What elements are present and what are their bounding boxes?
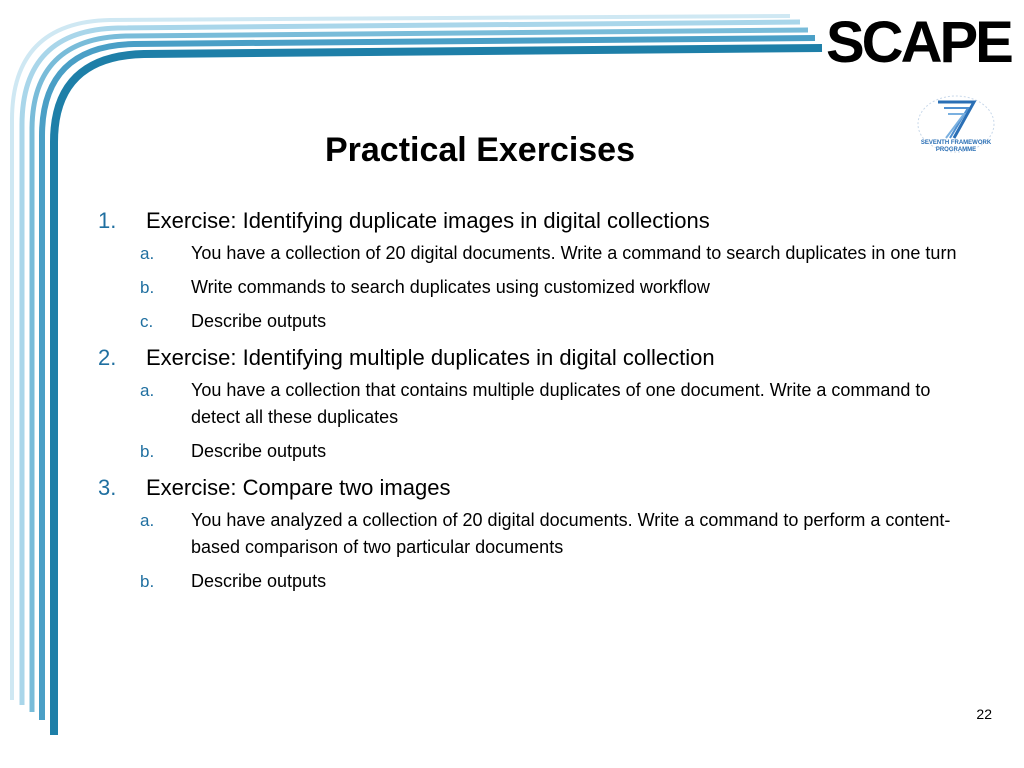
exercise-number: 3.: [98, 475, 117, 500]
exercise-list: [92, 206, 962, 603]
subitem-text: Describe outputs: [191, 441, 327, 461]
exercise-subitem: [92, 240, 962, 267]
exercise-item: [92, 343, 962, 465]
subitem-text: Describe outputs: [191, 311, 327, 331]
subitem-text: You have a collection that contains multiple duplicates of one document. Write a command to detect all these duplicates: [191, 380, 931, 427]
exercise-subitem: [92, 308, 962, 335]
subitem-text: Write commands to search duplicates using customized workflow: [191, 277, 710, 297]
fp7-caption: [916, 140, 996, 154]
exercise-subitem: [92, 274, 962, 301]
exercise-subitem: [92, 507, 962, 561]
fp7-caption-line1: SEVENTH FRAMEWORK: [920, 140, 992, 146]
scape-logo: SCAPE: [826, 10, 1011, 75]
exercise-number: 1.: [98, 208, 117, 233]
subitem-letter: a.: [140, 511, 155, 530]
subitem-letter: a.: [140, 244, 155, 263]
exercise-item: [92, 473, 962, 595]
subitem-text: Describe outputs: [191, 571, 327, 591]
exercise-heading: Exercise: Identifying duplicate images in digital collections: [146, 208, 710, 233]
exercise-subitem: [92, 377, 962, 431]
exercise-item: [92, 206, 962, 335]
exercise-subitem: [92, 568, 962, 595]
exercise-number: 2.: [98, 345, 117, 370]
subitem-text: You have analyzed a collection of 20 digital documents. Write a command to perform a content-based comparison of two particular documents: [191, 510, 951, 557]
subitem-letter: a.: [140, 381, 155, 400]
subitem-text: You have a collection of 20 digital documents. Write a command to search duplicates in one turn: [191, 243, 957, 263]
page-number: 22: [976, 706, 992, 722]
exercise-heading: Exercise: Identifying multiple duplicates in digital collection: [146, 345, 715, 370]
subitem-letter: b.: [140, 572, 155, 591]
slide-title: Practical Exercises: [324, 131, 636, 169]
exercise-subitem: [92, 438, 962, 465]
subitem-letter: b.: [140, 442, 155, 461]
subitem-letter: c.: [140, 312, 154, 331]
exercise-heading: Exercise: Compare two images: [146, 475, 451, 500]
fp7-caption-line2: PROGRAMME: [935, 147, 977, 153]
subitem-letter: b.: [140, 278, 155, 297]
